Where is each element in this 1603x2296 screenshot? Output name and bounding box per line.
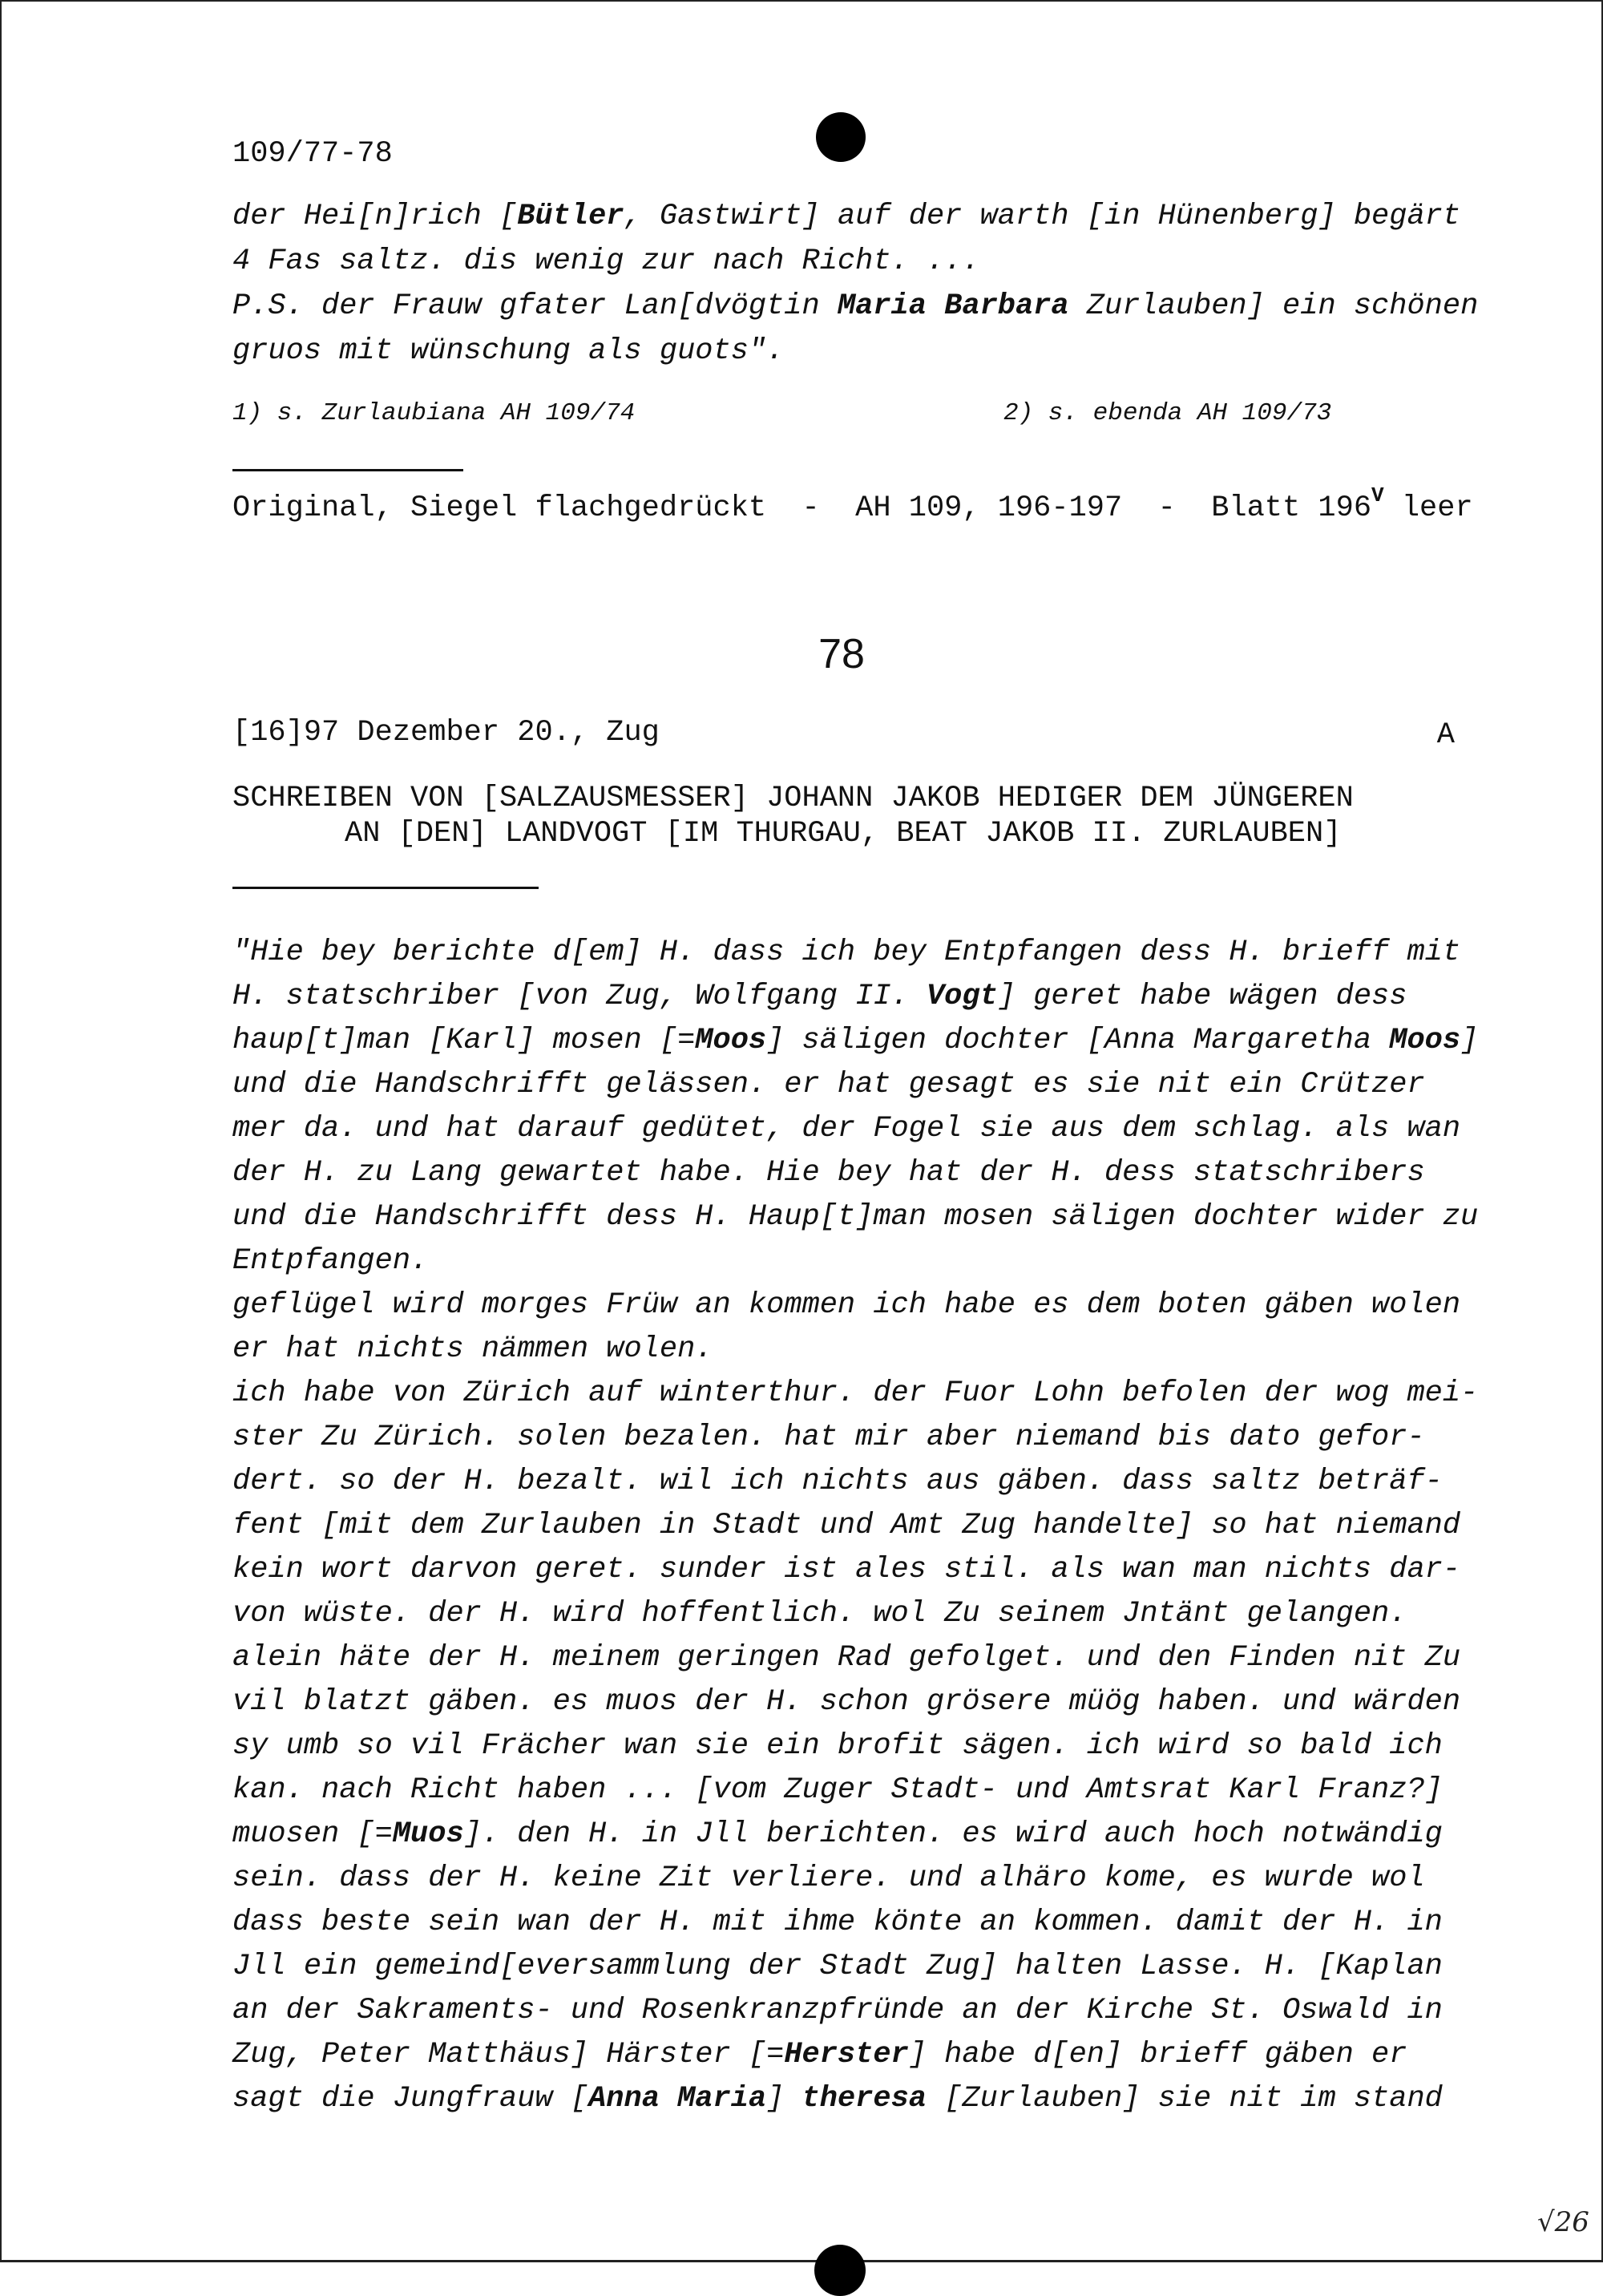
body-line: Entpfangen.	[232, 1244, 429, 1278]
body-line: "Hie bey berichte d[em] H. dass ich bey Entpfangen dess H. brieff mit	[232, 936, 1461, 969]
body-line: dert. so der H. bezalt. wil ich nichts aus gäben. dass saltz beträf-	[232, 1465, 1443, 1498]
body-line: und die Handschrifft dess H. Haup[t]man mosen säligen dochter wider zu	[232, 1200, 1479, 1234]
body-line: kein wort darvon geret. sunder ist ales stil. als wan man nichts dar-	[232, 1553, 1461, 1587]
body-line: ster Zu Zürich. solen bezalen. hat mir aber niemand bis dato gefor-	[232, 1421, 1425, 1454]
body-line: Jll ein gemeind[eversammlung der Stadt Zug] halten Lasse. H. [Kaplan	[232, 1950, 1443, 1983]
body-line: mer da. und hat darauf gedütet, der Fogel sie aus dem schlag. als wan	[232, 1112, 1461, 1146]
body-line: muosen [=Muos]. den H. in Jll berichten. es wird auch hoch notwändig	[232, 1817, 1443, 1851]
document-title-line-1: SCHREIBEN VON [SALZAUSMESSER] JOHANN JAKOB HEDIGER DEM JÜNGEREN	[232, 782, 1354, 815]
body-line: H. statschriber [von Zug, Wolfgang II. Vogt] geret habe wägen dess	[232, 980, 1407, 1013]
body-line: kan. nach Richt haben ... [vom Zuger Stadt- und Amtsrat Karl Franz?]	[232, 1773, 1443, 1807]
document-title-line-2: AN [DEN] LANDVOGT [IM THURGAU, BEAT JAKOB II. ZURLAUBEN]	[345, 817, 1342, 851]
punch-hole-bottom	[814, 2245, 866, 2296]
body-line: vil blatzt gäben. es muos der H. schon grösere müög haben. und wärden	[232, 1685, 1461, 1719]
body-line: der H. zu Lang gewartet habe. Hie bey hat der H. dess statschribers	[232, 1156, 1425, 1190]
body-line: haup[t]man [Karl] mosen [=Moos] säligen dochter [Anna Margaretha Moos]	[232, 1024, 1479, 1057]
body-line: sy umb so vil Frächer wan sie ein brofit sägen. ich wird so bald ich	[232, 1729, 1443, 1763]
punch-hole	[816, 112, 866, 162]
letter-end-line-4: gruos mit wünschung als guots".	[232, 334, 785, 368]
body-line: an der Sakraments- und Rosenkranzpfründe an der Kirche St. Oswald in	[232, 1994, 1443, 2027]
footnote-rule	[232, 469, 463, 471]
body-line: fent [mit dem Zurlauben in Stadt und Amt Zug handelte] so hat niemand	[232, 1509, 1461, 1542]
body-line: und die Handschrifft gelässen. er hat gesagt es sie nit ein Crützer	[232, 1068, 1425, 1102]
letter-end-line-3: P.S. der Frauw gfater Lan[dvögtin Maria Barbara Zurlauben] ein schönen	[232, 289, 1479, 323]
body-line: sagt die Jungfrauw [Anna Maria] theresa [Zurlauben] sie nit im stand	[232, 2082, 1443, 2116]
body-line: geflügel wird morges Früw an kommen ich habe es dem boten gäben wolen	[232, 1288, 1461, 1322]
letter-end-line-1: der Hei[n]rich [Bütler, Gastwirt] auf der warth [in Hünenberg] begärt	[232, 200, 1461, 233]
source-note: Original, Siegel flachgedrückt - AH 109, 196-197 - Blatt $196^V$ leer	[232, 483, 1473, 525]
body-line: sein. dass der H. keine Zit verliere. und alhäro kome, es wurde wol	[232, 1861, 1425, 1895]
handwritten-page-mark: √26	[1537, 2206, 1589, 2238]
body-line: Zug, Peter Matthäus] Härster [=Herster] habe d[en] brieff gäben er	[232, 2038, 1407, 2072]
body-line: ich habe von Zürich auf winterthur. der Fuor Lohn befolen der wog mei-	[232, 1376, 1479, 1410]
footnote-1: 1) s. Zurlaubiana AH 109/74	[232, 399, 636, 427]
body-line: dass beste sein wan der H. mit ihme könte an kommen. damit der H. in	[232, 1906, 1443, 1939]
footnote-2: 2) s. ebenda AH 109/73	[1003, 399, 1332, 427]
body-line: alein häte der H. meinem geringen Rad gefolget. und den Finden nit Zu	[232, 1641, 1461, 1675]
document-type-letter: A	[1436, 718, 1455, 752]
header-reference: 109/77-78	[232, 137, 393, 171]
letter-end-line-2: 4 Fas saltz. dis wenig zur nach Richt. ...	[232, 245, 980, 278]
document-date: [16]97 Dezember 20., Zug	[232, 716, 660, 750]
document-number: 78	[818, 631, 865, 677]
title-rule	[232, 887, 539, 889]
body-line: von wüste. der H. wird hoffentlich. wol Zu seinem Jntänt gelangen.	[232, 1597, 1407, 1631]
body-line: er hat nichts nämmen wolen.	[232, 1332, 713, 1366]
